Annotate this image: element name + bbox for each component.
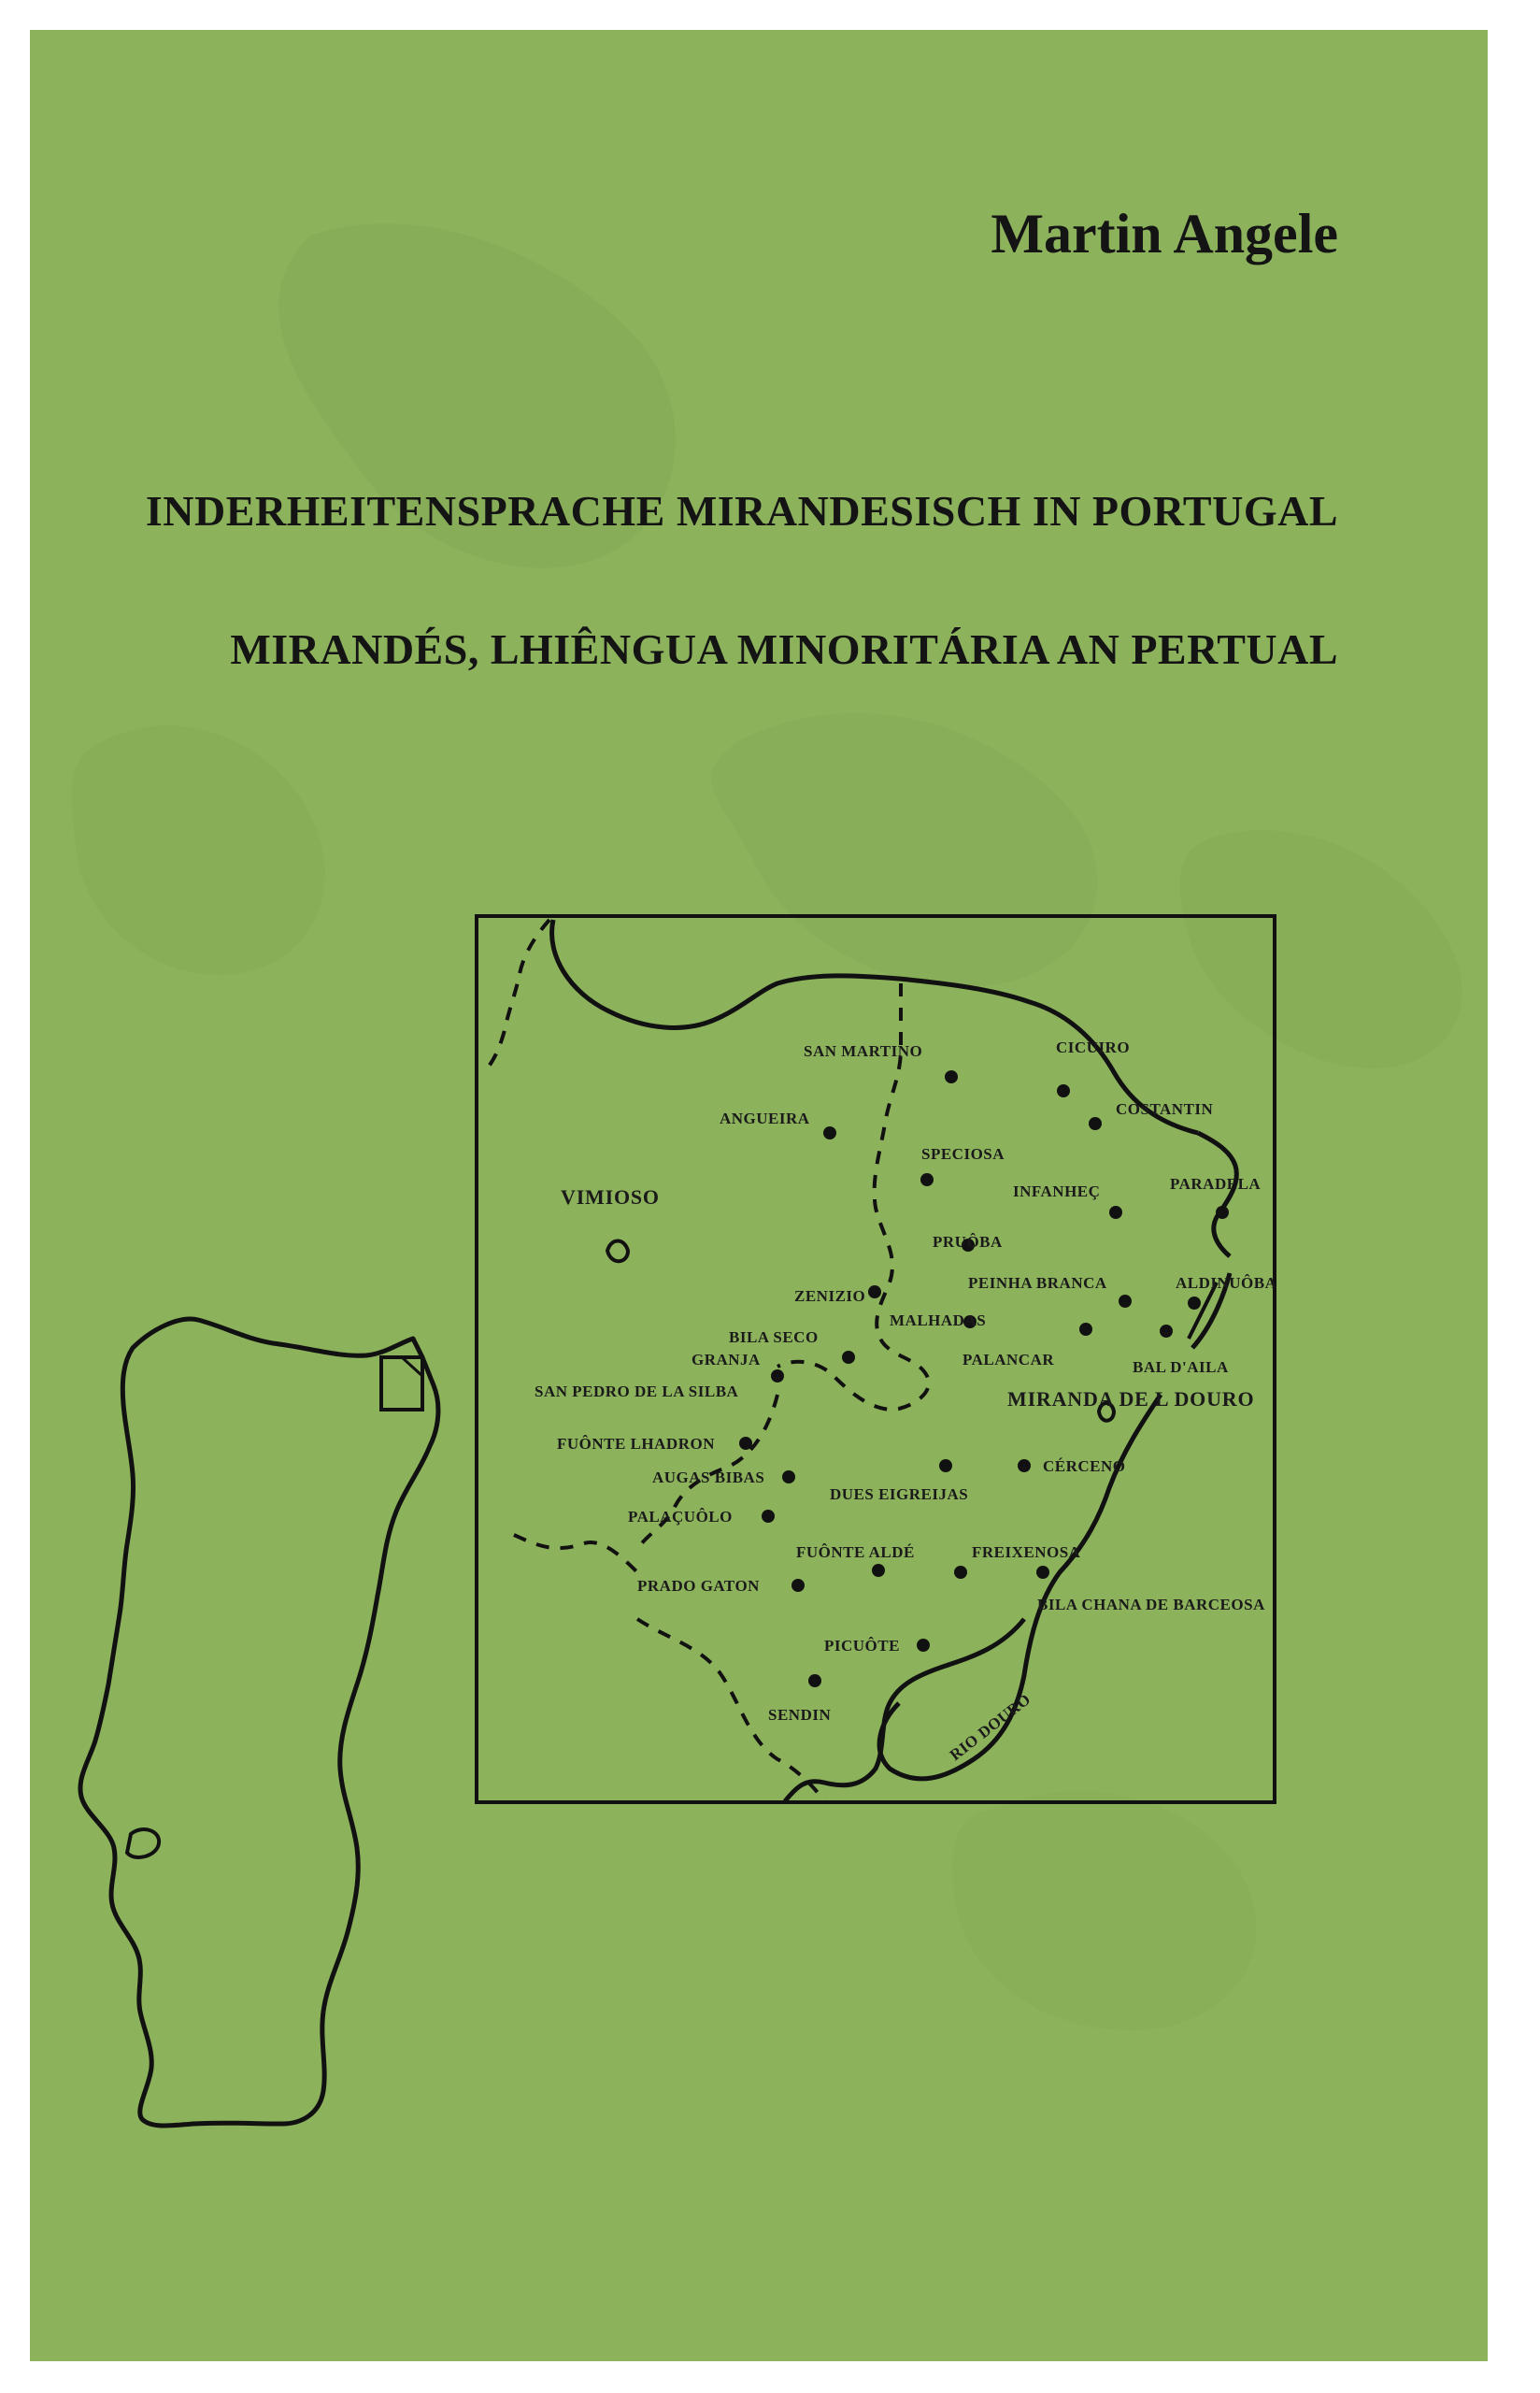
vimioso-symbol [607, 1241, 628, 1262]
border-river-east [879, 1133, 1236, 1779]
place-label-vimioso: VIMIOSO [561, 1185, 660, 1209]
place-label-bila-chana-de-barceosa: BILA CHANA DE BARCEOSA [1037, 1596, 1265, 1613]
place-label-fuonte-alde: FUÔNTE ALDÉ [796, 1543, 915, 1561]
place-label-speciosa: SPECIOSA [921, 1145, 1005, 1163]
author-name: Martin Angele [991, 203, 1338, 265]
place-label-aldinuoba: ALDINUÔBA [1176, 1274, 1277, 1292]
place-label-fuonte-lhadron: FUÔNTE LHADRON [557, 1435, 715, 1453]
place-label-peinha-branca: PEINHA BRANCA [968, 1274, 1107, 1292]
locator-line [402, 1357, 422, 1376]
portugal-inner-mark [127, 1829, 159, 1857]
place-label-san-pedro-de-la-silba: SAN PEDRO DE LA SILBA [535, 1383, 739, 1400]
title-mirandese: MIRANDÉS, LHIÊNGUA MINORITÁRIA AN PERTUAL [230, 625, 1338, 673]
place-label-sendin: SENDIN [768, 1706, 832, 1724]
border-dashed-southwest [514, 1535, 824, 1801]
map-illustration [30, 30, 1488, 2361]
book-cover [30, 30, 1488, 2361]
place-label-paradela: PARADELA [1170, 1175, 1262, 1193]
locator-box [381, 1357, 422, 1410]
place-label-picuote: PICUÔTE [824, 1637, 900, 1655]
place-label-cerceno: CÉRCENO [1043, 1457, 1126, 1475]
place-label-bal-daila: BAL D'AILA [1133, 1358, 1229, 1376]
border-river-north [552, 920, 1198, 1133]
place-label-granja: GRANJA [692, 1351, 761, 1368]
place-label-palancar: PALANCAR [962, 1351, 1055, 1368]
border-dashed-northwest [488, 920, 549, 1068]
place-label-freixenosa: FREIXENOSA [972, 1543, 1081, 1561]
place-label-zenizio: ZENIZIO [794, 1287, 866, 1305]
place-label-augas-bibas: AUGAS BIBAS [652, 1469, 765, 1486]
place-label-rio-douro: RIO DOURO [946, 1690, 1034, 1765]
title-german: INDERHEITENSPRACHE MIRANDESISCH IN PORTUGAL [145, 487, 1338, 535]
portugal-outline [80, 1319, 438, 2126]
village-dots [739, 1070, 1229, 1687]
place-label-miranda-de-l-douro: MIRANDA DE L DOURO [1007, 1387, 1255, 1411]
place-label-bila-seco: BILA SECO [729, 1328, 819, 1346]
place-label-san-martino: SAN MARTINO [804, 1042, 923, 1060]
place-label-infanhec: INFANHEÇ [1013, 1182, 1101, 1200]
border-dashed-municipal [637, 983, 929, 1549]
place-label-malhadas: MALHADAS [890, 1311, 987, 1329]
place-label-pruoba: PRUÔBA [933, 1233, 1003, 1251]
place-label-prado-gaton: PRADO GATON [637, 1577, 760, 1595]
place-label-cicuiro: CICUIRO [1056, 1039, 1131, 1056]
place-label-costantin: COSTANTIN [1116, 1100, 1214, 1118]
place-label-palacuolo: PALAÇUÔLO [628, 1508, 733, 1526]
place-label-angueira: ANGUEIRA [720, 1110, 810, 1127]
place-label-dues-eigreijas: DUES EIGREIJAS [830, 1485, 969, 1503]
